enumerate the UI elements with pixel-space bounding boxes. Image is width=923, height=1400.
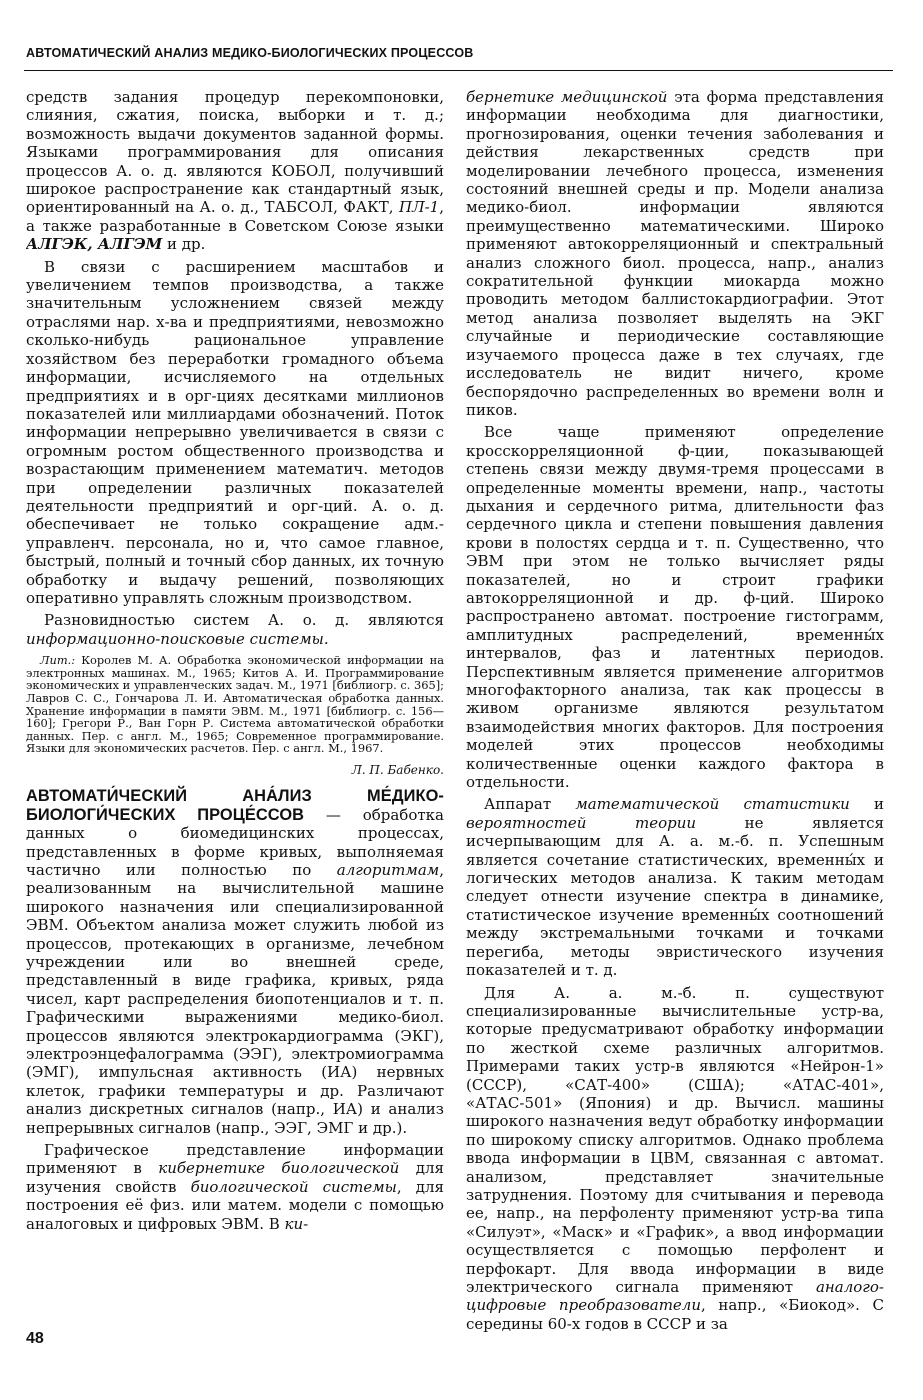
running-header: АВТОМАТИЧЕСКИЙ АНАЛИЗ МЕДИКО-БИОЛОГИЧЕСКИХ ПРОЦЕССОВ	[26, 46, 474, 60]
page-number: 48	[26, 1330, 44, 1347]
paragraph: Все чаще применяют определение кросскорреляционной ф-ции, показывающей степень связи между двумя-тремя процессами в определенные моменты времени, напр., частоты дыхания и сердечного ритма, длительности фаз сердечного цикла и степени повышения давления крови в полостях сердца и т. п. Существенно, что ЭВМ при этом не только вычисляет ряды показателей, но и строит графики автокорреляционной и др. ф-ций. Широко распространено автомат. построение гистограмм, амплитудных распределений, временны́х интервалов, фаз и латентных периодов. Перспективным является применение алгоритмов многофакторного анализа, так как процессы в живом организме являются результатом взаимодействия многих факторов. Для построения моделей этих процессов необходимы количественные оценки каждого фактора в отдельности.	[466, 423, 884, 792]
author-signature: Л. П. Бабенко.	[351, 762, 444, 777]
paragraph: средств задания процедур перекомпоновки, слияния, сжатия, поиска, выборки и т. д.; возможность выдачи документов заданной формы. Языками программирования для описания процессов А. о. д. являются КОБОЛ, получивший широкое распространение как стандартный язык, ориентированный на А. о. д., ТАБСОЛ, ФАКТ, ПЛ-1, а также разработанные в Советском Союзе языки АЛГЭК, АЛГЭМ и др.	[26, 88, 444, 254]
left-column	[26, 88, 444, 1343]
entry-title: АВТОМАТИ́ЧЕСКИЙ АНА́ЛИЗ МЕ́ДИКО-БИОЛОГИ́ЧЕСКИХ ПРОЦЕ́ССОВ	[26, 787, 444, 824]
paragraph: бернетике медицинской эта форма представления информации необходима для диагностики, прогнозирования, оценки течения заболевания и действия лекарственных средств при моделировании лечебного процесса, изменения состояний внешней среды и пр. Модели анализа медико-биол. информации являются преимущественно математическими. Широко применяют автокорреляционный и спектральный анализ сложного биол. процесса, напр., анализ сократительной функции миокарда можно проводить методом баллистокардиографии. Этот метод анализа позволяет выделять на ЭКГ случайные и периодические составляющие изучаемого процесса даже в тех случаях, где исследователь не видит ничего, кроме беспорядочно распределенных во времени волн и пиков.	[466, 88, 884, 419]
paragraph: В связи с расширением масштабов и увеличением темпов производства, а также значительным усложнением связей между отраслями нар. х-ва и предприятиями, невозможно сколько-нибудь рациональное управление хозяйством без переработки громадного объема информации, исчисляемого на отдельных предприятиях и в орг-циях десятками миллионов показателей или миллиардами обозначений. Поток информации непрерывно увеличивается в связи с огромным ростом общественного производства и возрастающим применением математич. методов при определении различных показателей деятельности предприятий и орг-ций. А. о. д. обеспечивает не только сокращение адм.-управленч. персонала, но и, что самое главное, быстрый, полный и точный сбор данных, их точную обработку и выдачу решений, позволяющих оперативно управлять сложным производством.	[26, 257, 444, 607]
header-rule	[24, 70, 893, 71]
paragraph: Аппарат математической статистики и вероятностей теории не является исчерпывающим для А. а. м.-б. п. Успешным является сочетание статистических, временны́х и логических методов анализа. К таким методам следует отнести изучение спектра в динамике, статистическое изучение временны́х соотношений между экстремальными точками и точками перегиба, методы эвристического изучения показателей и т. д.	[466, 795, 884, 980]
bibliography: Лит.: Королев М. А. Обработка экономической информации на электронных машинах. М., 1965; Китов А. И. Программирование экономических и управленческих задач. М., 1971 [библиогр. с. 365]; Лавров С. С., Гончарова Л. И. Автоматическая обработка данных. Хранение информации в памяти ЭВМ. М., 1971 [библиогр. с. 156—160]; Грегори Р., Ван Горн Р. Система автоматической обработки данных. Пер. с англ. М., 1965; Современное программирование. Языки для экономических расчетов. Пер. с англ. М., 1967.	[26, 653, 444, 756]
paragraph: Разновидностью систем А. о. д. являются информационно-поисковые системы.	[26, 611, 444, 648]
paragraph: Для А. а. м.-б. п. существуют специализированные вычислительные устр-ва, которые предусматривают обработку информации по жесткой схеме различных алгоритмов. Примерами таких устр-в являются «Нейрон-1» (СССР), «САТ-400» (США); «АТАС-401», «АТАС-501» (Япония) и др. Вычисл. машины широкого назначения ведут обработку информации по широкому списку алгоритмов. Однако проблема ввода информации в ЦВМ, связанная с автомат. анализом, представляет значительные затруднения. Поэтому для считывания и перевода ее, напр., на перфоленту применяют устр-ва типа «Силуэт», «Маск» и «График», а ввод информации осуществляется с помощью перфолент и перфокарт. Для ввода информации в виде электрического сигнала применяют аналого-цифровые преобразователи, напр., «Биокод». С середины 60-х годов в СССР и за	[466, 983, 884, 1333]
right-column	[466, 88, 884, 1343]
entry-paragraph: АВТОМАТИ́ЧЕСКИЙ АНА́ЛИЗ МЕ́ДИКО-БИОЛОГИ́ЧЕСКИХ ПРОЦЕ́ССОВ — обработка данных о биомедицинских процессах, представленных в форме кривых, выполняемая частично или полностью по алгоритмам, реализованным на вычислительной машине широкого назначения или специализированной ЭВМ. Объектом анализа может служить любой из процессов, протекающих в организме, лечебном учреждении или во внешней среде, представленный в виде графика, кривых, ряда чисел, карт распределения биопотенциалов и т. п. Графическими выражениями медико-биол. процессов являются электрокардиограмма (ЭКГ), электроэнцефалограмма (ЭЭГ), электромиограмма (ЭМГ), импульсная активность (ИА) нервных клеток, графики температуры и др. Различают анализ дискретных сигналов (напр., ИА) и анализ непрерывных сигналов (напр., ЭЭГ, ЭМГ и др.).	[26, 787, 444, 1137]
paragraph: Графическое представление информации применяют в кибернетике биологической для изучения свойств биологической системы, для построения её физ. или матем. модели с помощью аналоговых и цифровых ЭВМ. В ки-	[26, 1141, 444, 1233]
